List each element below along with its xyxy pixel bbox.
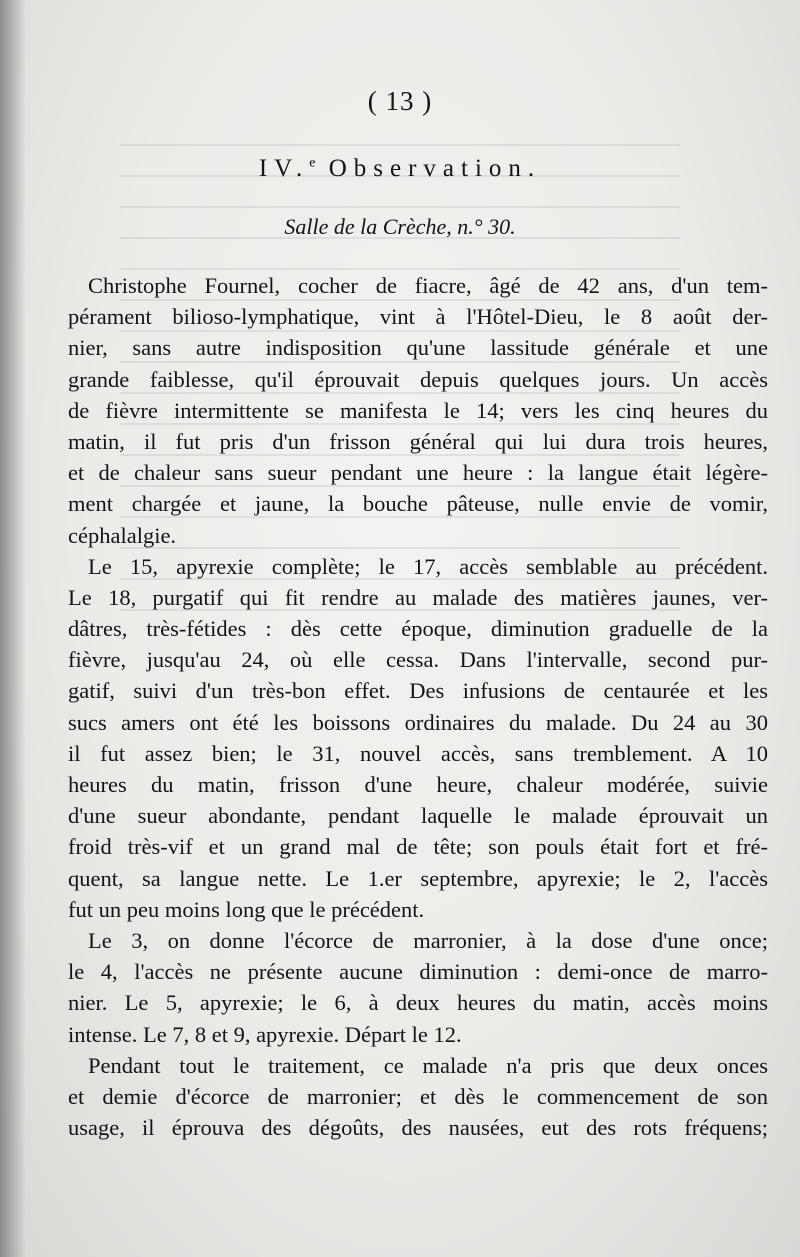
- text-line: et demie d'écorce de marronier; et dès le commencement de son: [68, 1083, 768, 1109]
- text-line: sucs amers ont été les boissons ordinaires du malade. Du 24 au 30: [68, 709, 768, 735]
- page-edge-shadow: [0, 0, 26, 1257]
- heading-superscript: e: [309, 155, 316, 171]
- text-line: ment chargée et jaune, la bouche pâteuse, nulle envie de vomir,: [68, 491, 768, 517]
- text-line: fièvre, jusqu'au 24, où elle cessa. Dans l'intervalle, second pur-: [68, 647, 768, 673]
- text-line: d'une sueur abondante, pendant laquelle le malade éprouvait un: [68, 803, 768, 829]
- text-line: matin, il fut pris d'un frisson général qui lui dura trois heures,: [68, 428, 768, 454]
- text-line: fut un peu moins long que le précédent.: [68, 896, 425, 922]
- text-line: Le 18, purgatif qui fit rendre au malade des matières jaunes, ver-: [68, 584, 768, 610]
- text-line: froid très-vif et un grand mal de tête; son pouls était fort et fré-: [68, 834, 768, 860]
- text-line: céphalalgie.: [68, 522, 177, 548]
- text-line: Le 15, apyrexie complète; le 17, accès semblable au précédent.: [88, 553, 768, 579]
- text-line: Pendant tout le traitement, ce malade n'a pris que deux onces: [88, 1052, 768, 1078]
- page-number: ( 13 ): [367, 86, 433, 116]
- observation-heading: [0, 155, 800, 183]
- text-line: heures du matin, frisson d'une heure, chaleur modérée, suivie: [68, 772, 768, 797]
- text-line: grande faiblesse, qu'il éprouvait depuis quelques jours. Un accès: [68, 366, 768, 392]
- text-line: Christophe Fournel, cocher de fiacre, âgé de 42 ans, d'un tem-: [88, 273, 768, 298]
- text-line: intense. Le 7, 8 et 9, apyrexie. Départ le 12.: [68, 1021, 462, 1047]
- heading-word: Observation.: [328, 155, 542, 182]
- ward-subtitle: Salle de la Crèche, n.° 30.: [284, 214, 516, 239]
- body-text: [68, 270, 768, 1143]
- text-line: dâtres, très-fétides : dès cette époque, diminution graduelle de la: [68, 616, 768, 642]
- heading-prefix: IV.: [258, 155, 310, 182]
- text-line: et de chaleur sans sueur pendant une heure : la langue était légère-: [68, 460, 768, 486]
- text-line: nier. Le 5, apyrexie; le 6, à deux heures du matin, accès moins: [68, 990, 768, 1016]
- text-line: le 4, l'accès ne présente aucune diminution : demi-once de marro-: [68, 959, 768, 985]
- text-line: quent, sa langue nette. Le 1.er septembre, apyrexie; le 2, l'accès: [68, 865, 768, 891]
- text-line: pérament bilioso-lymphatique, vint à l'Hôtel-Dieu, le 8 août der-: [68, 304, 768, 330]
- text-line: gatif, suivi d'un très-bon effet. Des infusions de centaurée et les: [68, 678, 768, 704]
- text-line: usage, il éprouva des dégoûts, des nausées, eut des rots fréquens;: [68, 1115, 768, 1141]
- text-line: nier, sans autre indisposition qu'une lassitude générale et une: [68, 335, 768, 361]
- text-line: il fut assez bien; le 31, nouvel accès, sans tremblement. A 10: [68, 740, 768, 766]
- text-line: Le 3, on donne l'écorce de marronier, à la dose d'une once;: [88, 927, 768, 953]
- text-line: de fièvre intermittente se manifesta le 14; vers les cinq heures du: [68, 397, 768, 423]
